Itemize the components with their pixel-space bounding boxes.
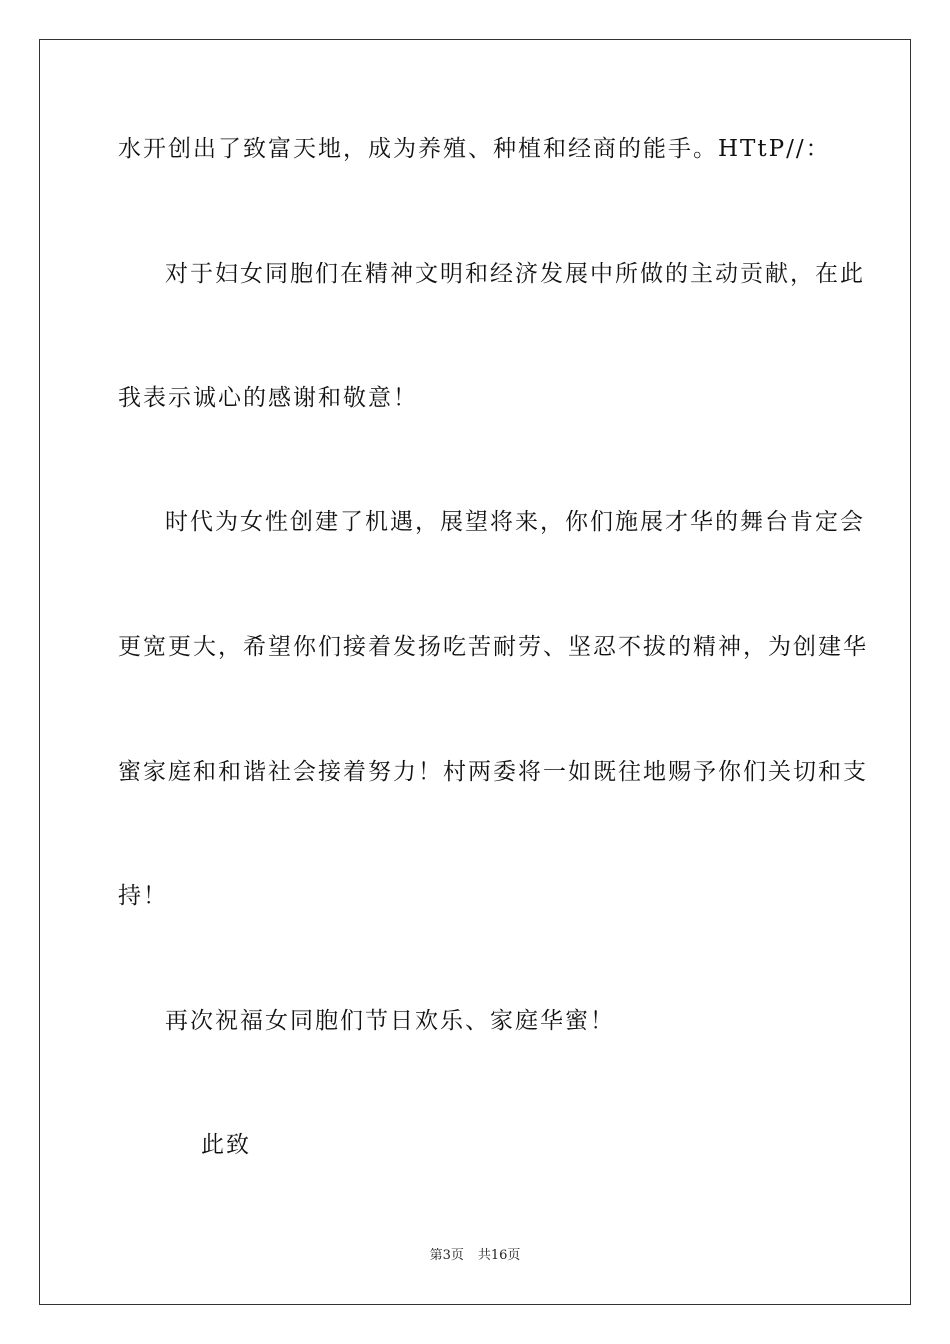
page-number: 第3页: [429, 1248, 464, 1263]
page-total: 共16页: [477, 1248, 521, 1263]
body-text-line: 更宽更大，希望你们接着发扬吃苦耐劳、坚忍不拔的精神，为创建华: [118, 634, 868, 660]
body-text-line: 我表示诚心的感谢和敬意！: [118, 385, 418, 411]
body-text-line: 持！: [118, 883, 168, 909]
closing-salutation: 此致: [201, 1132, 251, 1158]
page-footer: [0, 1247, 950, 1265]
body-text-line: 蜜家庭和和谐社会接着努力！村两委将一如既往地赐予你们关切和支: [118, 759, 868, 785]
page-border: [39, 39, 911, 1305]
body-text-line: 水开创出了致富天地，成为养殖、种植和经商的能手。HTtP//：: [118, 136, 831, 162]
body-text-line: 时代为女性创建了机遇，展望将来，你们施展才华的舞台肯定会: [165, 509, 865, 535]
body-text-line: 对于妇女同胞们在精神文明和经济发展中所做的主动贡献，在此: [165, 261, 865, 287]
body-text-line: 再次祝福女同胞们节日欢乐、家庭华蜜！: [165, 1008, 615, 1034]
